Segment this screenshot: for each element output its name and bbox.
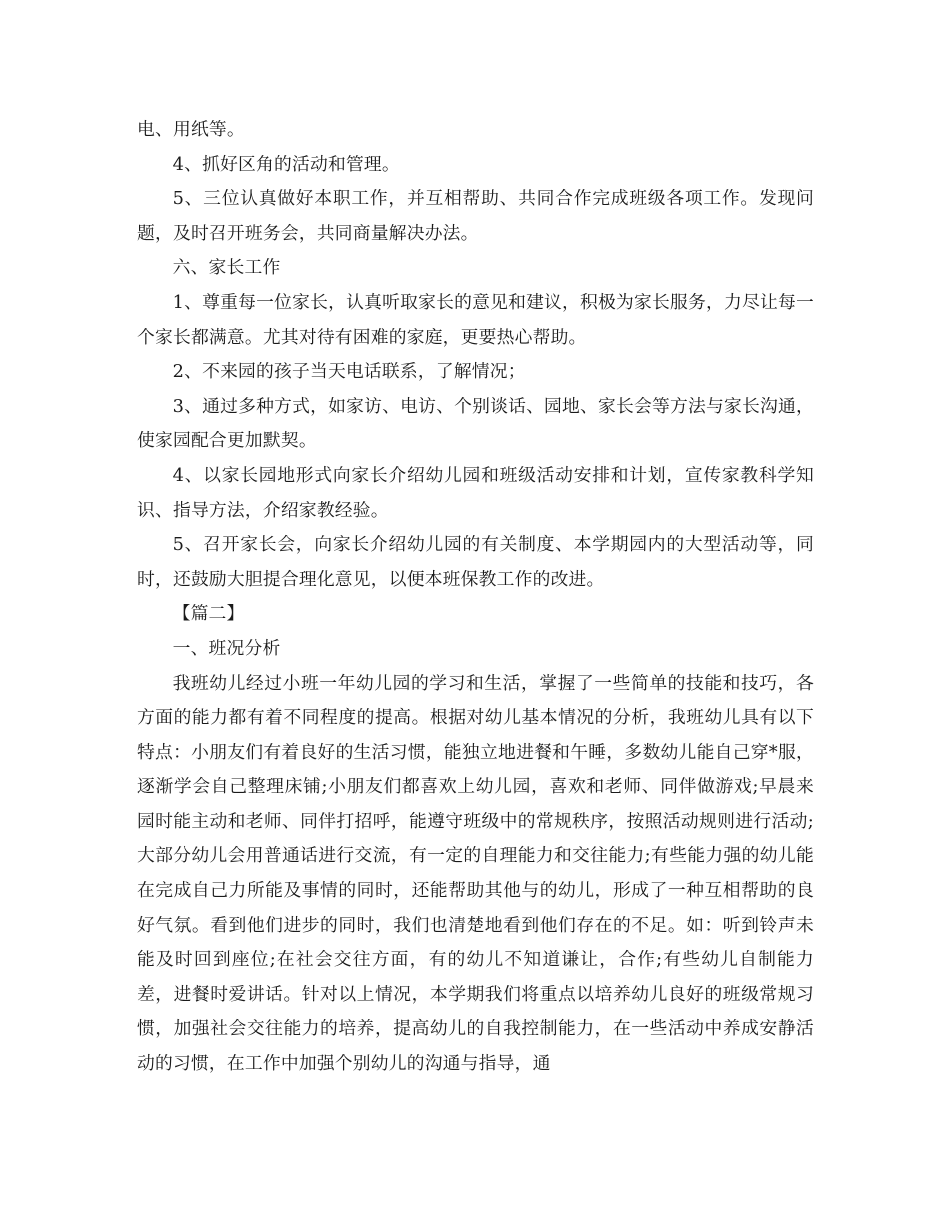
- paragraph-class-analysis: 我班幼儿经过小班一年幼儿园的学习和生活，掌握了一些简单的技能和技巧，各方面的能力都有着不同程度的提高。根据对幼儿基本情况的分析，我班幼儿具有以下特点：小朋友们有着良好的生活习惯，能独立地进餐和午睡，多数幼儿能自己穿*服，逐渐学会自己整理床铺;小朋友们都喜欢上幼儿园，喜欢和老师、同伴做游戏;早晨来园时能主动和老师、同伴打招呼，能遵守班级中的常规秩序，按照活动规则进行活动;大部分幼儿会用普通话进行交流，有一定的自理能力和交往能力;有些能力强的幼儿能在完成自己力所能及事情的同时，还能帮助其他与的幼儿，形成了一种互相帮助的良好气氛。看到他们进步的同时，我们也清楚地看到他们存在的不足。如：听到铃声未能及时回到座位;在社会交往方面，有的幼儿不知道谦让，合作;有些幼儿自制能力差，进餐时爱讲话。针对以上情况，本学期我们将重点以培养幼儿良好的班级常规习惯，加强社会交往能力的培养，提高幼儿的自我控制能力，在一些活动中养成安静活动的习惯，在工作中加强个别幼儿的沟通与指导，通: [137, 672, 814, 1075]
- paragraph-parent-item-4: 4、以家长园地形式向家长介绍幼儿园和班级活动安排和计划，宣传家教科学知识、指导方法，介绍家教经验。: [137, 464, 814, 521]
- paragraph-parent-item-3: 3、通过多种方式，如家访、电访、个别谈话、园地、家长会等方法与家长沟通，使家园配合更加默契。: [137, 395, 814, 452]
- paragraph-item-5-teamwork: 5、三位认真做好本职工作，并互相帮助、共同合作完成班级各项工作。发现问题，及时召开班务会，共同商量解决办法。: [137, 188, 814, 244]
- chapter-heading-part-two: 【篇二】: [172, 603, 245, 625]
- section-heading-parent-work: 六、家长工作: [172, 257, 281, 279]
- paragraph-parent-item-2: 2、不来园的孩子当天电话联系，了解情况；: [172, 361, 526, 383]
- paragraph-parent-item-1: 1、尊重每一位家长，认真听取家长的意见和建议，积极为家长服务，力尽让每一个家长都满意。尤其对待有困难的家庭，更要热心帮助。: [137, 291, 814, 348]
- paragraph-item-4-corner-activities: 4、抓好区角的活动和管理。: [172, 153, 400, 175]
- section-heading-class-analysis: 一、班况分析: [172, 637, 281, 659]
- paragraph-continuation: 电、用纸等。: [137, 119, 245, 140]
- document-body: [137, 113, 814, 1082]
- paragraph-parent-item-5: 5、召开家长会，向家长介绍幼儿园的有关制度、本学期园内的大型活动等，同时，还鼓励大胆提合理化意见，以便本班保教工作的改进。: [137, 534, 814, 590]
